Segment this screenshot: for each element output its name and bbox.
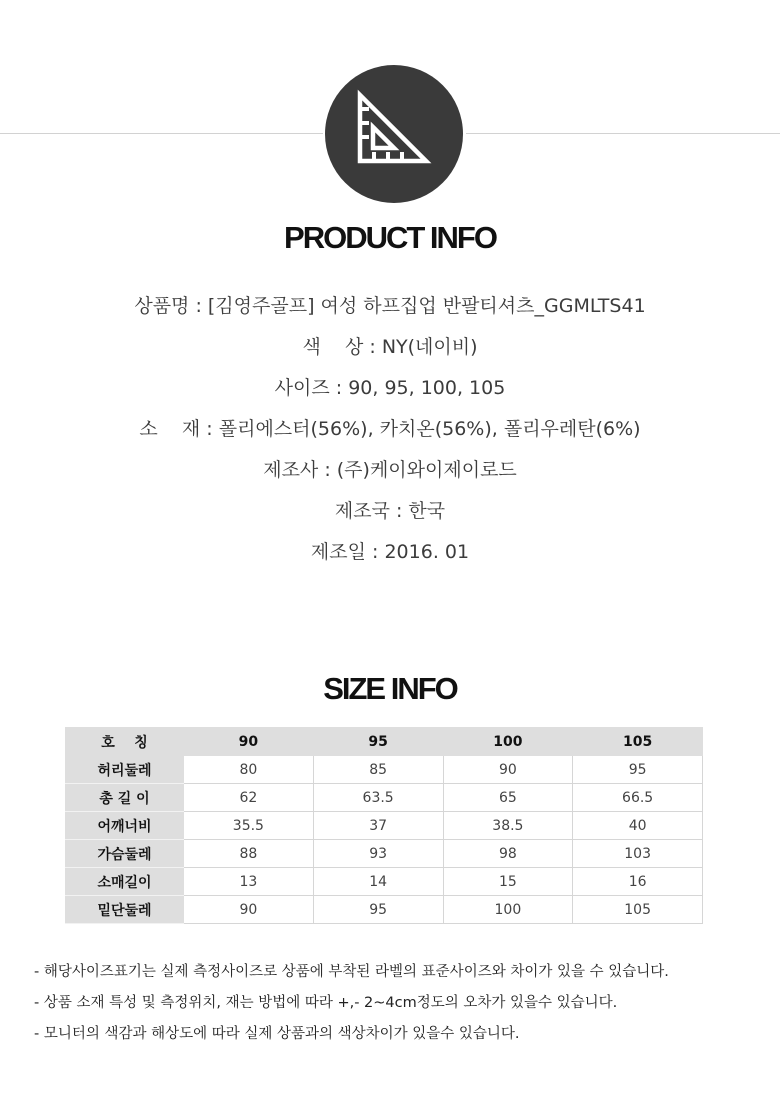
row-header: 어깨너비: [66, 812, 184, 840]
size-info-title: SIZE INFO: [323, 671, 457, 706]
table-cell: 95: [573, 756, 703, 784]
row-header: 밑단둘레: [66, 896, 184, 924]
set-square-ruler-icon: [325, 65, 463, 203]
info-label: 제조국: [334, 500, 390, 522]
product-info-title: PRODUCT INFO: [284, 220, 496, 255]
column-header: 95: [313, 728, 443, 756]
info-row-date: 제조일 : 2016. 01: [310, 541, 470, 563]
table-row: [66, 756, 703, 784]
info-value: 한국: [408, 500, 446, 522]
table-cell: 93: [313, 840, 443, 868]
size-notes: [34, 957, 669, 1050]
info-value: [김영주골프] 여성 하프집업 반팔티셔츠_GGMLTS41: [207, 295, 646, 317]
info-label: 제조일: [310, 541, 366, 563]
table-cell: 103: [573, 840, 703, 868]
info-row-country: 제조국 : 한국: [334, 500, 446, 522]
table-cell: 14: [313, 868, 443, 896]
table-cell: 63.5: [313, 784, 443, 812]
table-cell: 38.5: [443, 812, 573, 840]
info-value: 2016. 01: [384, 541, 470, 563]
column-header: 호 칭: [66, 728, 184, 756]
table-cell: 35.5: [184, 812, 314, 840]
table-cell: 40: [573, 812, 703, 840]
table-cell: 15: [443, 868, 573, 896]
table-cell: 98: [443, 840, 573, 868]
table-cell: 90: [443, 756, 573, 784]
column-header: 90: [184, 728, 314, 756]
info-value: (주)케이와이제이로드: [336, 459, 517, 481]
column-header: 105: [573, 728, 703, 756]
info-row-product-name: 상품명 : [김영주골프] 여성 하프집업 반팔티셔츠_GGMLTS41: [134, 295, 646, 317]
table-cell: 100: [443, 896, 573, 924]
table-row: [66, 784, 703, 812]
info-label: 상품명: [134, 295, 190, 317]
info-row-size: 사이즈 : 90, 95, 100, 105: [274, 377, 506, 399]
table-cell: 90: [184, 896, 314, 924]
column-header: 100: [443, 728, 573, 756]
size-table: [65, 727, 703, 924]
table-row: [66, 868, 703, 896]
info-row-manufacturer: 제조사 : (주)케이와이제이로드: [263, 459, 517, 481]
info-label: 사이즈: [274, 377, 330, 399]
table-cell: 80: [184, 756, 314, 784]
table-row: [66, 840, 703, 868]
info-value: 폴리에스터(56%), 카치온(56%), 폴리우레탄(6%): [218, 418, 641, 440]
table-cell: 66.5: [573, 784, 703, 812]
table-row: [66, 896, 703, 924]
table-cell: 95: [313, 896, 443, 924]
info-row-material: 소 재 : 폴리에스터(56%), 카치온(56%), 폴리우레탄(6%): [139, 418, 641, 440]
table-cell: 88: [184, 840, 314, 868]
divider-right: [466, 133, 780, 134]
note-item: - 해당사이즈표기는 실제 측정사이즈로 상품에 부착된 라벨의 표준사이즈와 차이가 있을 수 있습니다.: [34, 964, 669, 980]
table-cell: 62: [184, 784, 314, 812]
divider-left: [0, 133, 323, 134]
table-cell: 37: [313, 812, 443, 840]
row-header: 허리둘레: [66, 756, 184, 784]
table-cell: 13: [184, 868, 314, 896]
info-value: NY(네이비): [381, 336, 478, 358]
note-item: - 상품 소재 특성 및 측정위치, 재는 방법에 따라 +,- 2~4cm정도의 오차가 있을수 있습니다.: [34, 995, 618, 1011]
info-value: 90, 95, 100, 105: [348, 377, 506, 399]
table-header-row: [66, 728, 703, 756]
table-cell: 85: [313, 756, 443, 784]
product-info-list: [0, 286, 780, 573]
info-label: 제조사: [263, 459, 319, 481]
row-header: 총 길 이: [66, 784, 184, 812]
note-item: - 모니터의 색감과 해상도에 따라 실제 상품과의 색상차이가 있을수 있습니다.: [34, 1026, 520, 1042]
table-cell: 105: [573, 896, 703, 924]
row-header: 가슴둘레: [66, 840, 184, 868]
info-row-color: 색 상 : NY(네이비): [302, 336, 478, 358]
row-header: 소매길이: [66, 868, 184, 896]
info-label: 소 재: [139, 418, 201, 440]
table-row: [66, 812, 703, 840]
info-label: 색 상: [302, 336, 364, 358]
table-cell: 16: [573, 868, 703, 896]
table-cell: 65: [443, 784, 573, 812]
